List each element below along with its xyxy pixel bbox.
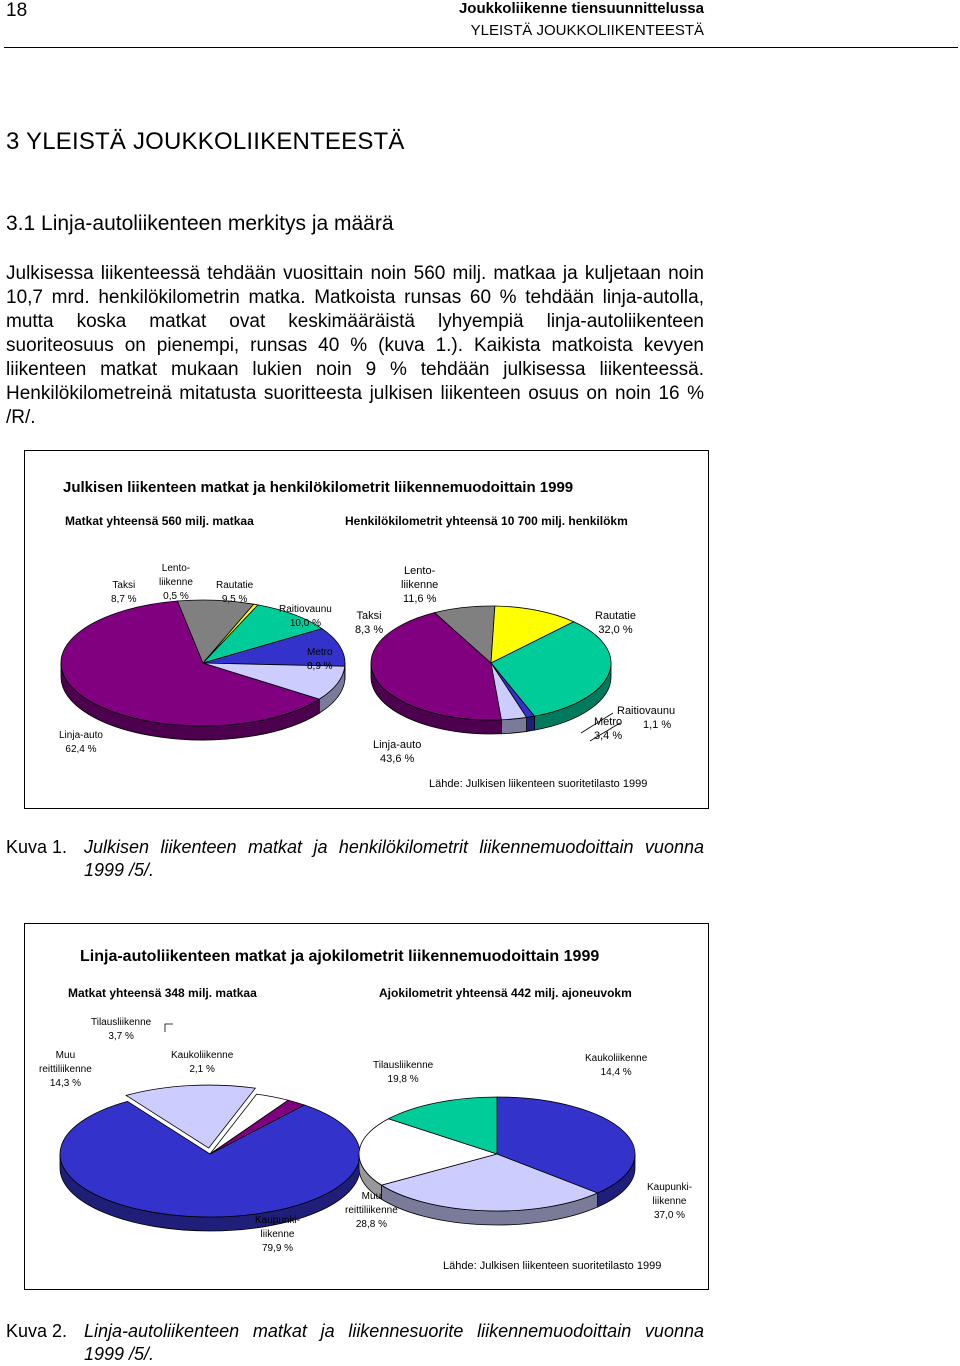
- figure-1-left-subtitle: Matkat yhteensä 560 milj. matkaa: [65, 514, 254, 528]
- running-header-chapter: YLEISTÄ JOUKKOLIIKENTEESTÄ: [471, 22, 704, 39]
- figure-2-right-subtitle: Ajokilometrit yhteensä 442 milj. ajoneuvokm: [379, 986, 632, 1000]
- label-muu-right: Muu reittiliikenne 28,8 %: [345, 1190, 398, 1232]
- pie-chart-bus-ajokilometrit: [25, 924, 708, 1289]
- label-tilaus-right: Tilausliikenne 19,8 %: [373, 1059, 433, 1087]
- running-header-title: Joukkoliikenne tiensuunnittelussa: [459, 0, 704, 17]
- figure-1-caption-text: Julkisen liikenteen matkat ja henkilökilometrit liikennemuodoittain vuonna 1999 /5/.: [84, 836, 704, 882]
- figure-1-caption: [6, 836, 84, 859]
- label-tilaus-left: Tilausliikenne 3,7 %: [91, 1016, 151, 1044]
- section-heading: 3 YLEISTÄ JOUKKOLIIKENTEESTÄ: [6, 128, 405, 156]
- pie-side-raitiovaunu: [527, 716, 535, 731]
- figure-2-caption-text: Linja-autoliikenteen matkat ja liikennesuorite liikennemuodoittain vuonna 1999 /5/.: [84, 1320, 704, 1366]
- label-kaupunki-right: Kaupunki- liikenne 37,0 %: [647, 1181, 692, 1223]
- figure-1-right-subtitle: Henkilökilometrit yhteensä 10 700 milj. henkilökm: [345, 514, 628, 528]
- label-raitiovaunu-right: Raitiovaunu 1,1 %: [617, 704, 675, 732]
- figure-2-title: Linja-autoliikenteen matkat ja ajokilometrit liikennemuodoittain 1999: [80, 948, 599, 966]
- page-number: 18: [6, 0, 27, 22]
- subsection-heading: 3.1 Linja-autoliikenteen merkitys ja määrä: [6, 212, 394, 236]
- label-kauko-left: Kaukoliikenne 2,1 %: [171, 1049, 233, 1077]
- figure-2-source: Lähde: Julkisen liikenteen suoritetilasto 1999: [443, 1260, 661, 1272]
- label-kauko-right: Kaukoliikenne 14,4 %: [585, 1052, 647, 1080]
- label-lento-left: Lento- liikenne 0,5 %: [159, 562, 193, 604]
- figure-1-title: Julkisen liikenteen matkat ja henkilökilometrit liikennemuodoittain 1999: [63, 479, 573, 496]
- label-raitiovaunu-left: Raitiovaunu 10,0 %: [279, 603, 332, 631]
- figure-2-left-subtitle: Matkat yhteensä 348 milj. matkaa: [68, 986, 257, 1000]
- label-taksi-right: Taksi 8,3 %: [355, 609, 383, 637]
- label-lento-right: Lento- liikenne 11,6 %: [401, 564, 438, 606]
- label-linja-auto-left: Linja-auto 62,4 %: [59, 729, 103, 757]
- header-rule: [4, 47, 958, 48]
- figure-1-source: Lähde: Julkisen liikenteen suoritetilasto 1999: [429, 778, 647, 790]
- label-metro-right: Metro 3,4 %: [594, 715, 622, 743]
- label-rautatie-left: Rautatie 9,5 %: [216, 579, 253, 607]
- figure-1-frame: [24, 450, 709, 809]
- label-rautatie-right: Rautatie 32,0 %: [595, 609, 636, 637]
- figure-2-caption: [6, 1320, 84, 1343]
- label-muu-left: Muu reittiliikenne 14,3 %: [39, 1049, 92, 1091]
- figure-1-caption-number: Kuva 1.: [6, 836, 84, 859]
- label-linja-auto-right: Linja-auto 43,6 %: [373, 738, 421, 766]
- label-taksi-left: Taksi 8,7 %: [111, 579, 137, 607]
- figure-2-frame: [24, 923, 709, 1290]
- figure-2-caption-number: Kuva 2.: [6, 1320, 84, 1343]
- label-metro-left: Metro 8,9 %: [307, 646, 333, 674]
- body-paragraph: Julkisessa liikenteessä tehdään vuosittain noin 560 milj. matkaa ja kuljetaan noin 10,7 mrd. henkilökilometrin matka. Matkoista runsas 60 % tehdään linja-autolla, mutta koska matkat ovat keskimääräistä lyhyempiä linja-autoliikenteen suoriteosuus on pienempi, runsas 40 % (kuva 1.). Kaikista matkoista kevyen liikenteen matkat mukaan lukien noin 9 % tehdään julkisessa liikenteessä. Henkilökilometreinä mitatusta suoritteesta julkisen liikenteen osuus on noin 16 % /R/.: [6, 262, 704, 430]
- label-kaupunki-left: Kaupunki- liikenne 79,9 %: [255, 1214, 300, 1256]
